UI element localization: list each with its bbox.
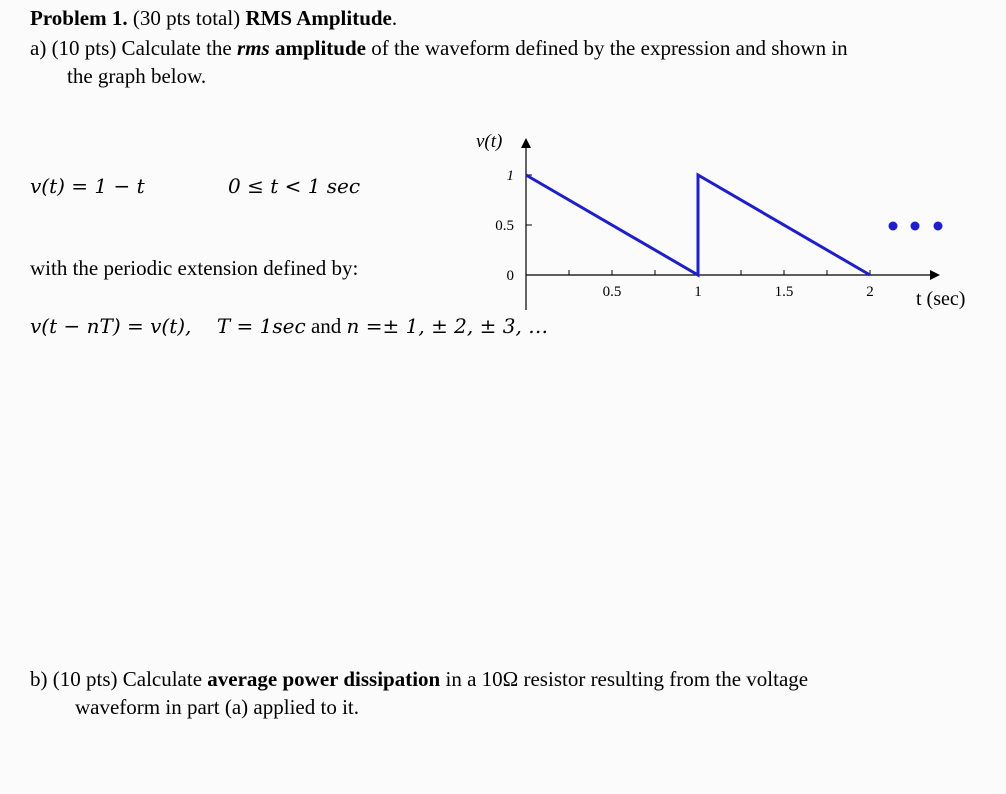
y-axis-arrow [521,138,531,148]
continuation-dot [934,222,943,231]
problem-topic: RMS Amplitude [245,6,392,30]
problem-heading [30,6,397,31]
periodic-n-values: n =± 1, ± 2, ± 3, … [346,314,549,338]
problem-number: Problem 1. [30,6,128,30]
part-a-rms: rms [237,36,270,60]
part-a-rest: of the waveform defined by the expression and shown in [365,36,848,60]
x-tick-label: 0.5 [602,284,622,300]
periodic-period: T = 1sec [216,314,306,338]
y-tick-label: 1 [506,168,514,184]
y-axis-label: v(t) [476,131,503,152]
y-tick-label: 0.5 [495,218,514,234]
continuation-dot [911,222,920,231]
part-b-rest: in a 10Ω resistor resulting from the voltage [440,667,809,691]
x-tick-label: 1.5 [774,284,794,300]
periodic-and: and [305,314,347,338]
equation-lhs: v(t) = 1 − t [30,174,145,198]
continuation-dot [889,222,898,231]
part-b-line1 [30,667,808,692]
equation-range: 0 ≤ t < 1 sec [228,174,361,198]
x-tick-label: 1 [694,284,702,300]
periodic-equation [30,314,548,339]
series-line [526,175,870,275]
extension-text: with the periodic extension defined by: [30,256,359,280]
part-b-bold: average power dissipation [207,667,441,691]
x-axis-arrow [930,270,940,280]
continuation-dots [889,222,943,231]
x-axis-label: t (sec) [916,288,966,310]
part-a-line2: the graph below. [67,64,207,88]
part-a-prefix: a) (10 pts) Calculate the [30,36,238,60]
y-tick-label: 0 [506,268,514,284]
part-b-line2: waveform in part (a) applied to it. [75,695,359,719]
problem-points: (30 pts total) [127,6,246,30]
part-a-line1 [30,36,848,61]
heading-period: . [391,6,398,30]
x-tick-label: 2 [866,284,874,300]
part-b-prefix: b) (10 pts) Calculate [30,667,208,691]
periodic-relation: v(t − nT) = v(t), [30,314,192,338]
part-a-amplitude: amplitude [269,36,366,60]
